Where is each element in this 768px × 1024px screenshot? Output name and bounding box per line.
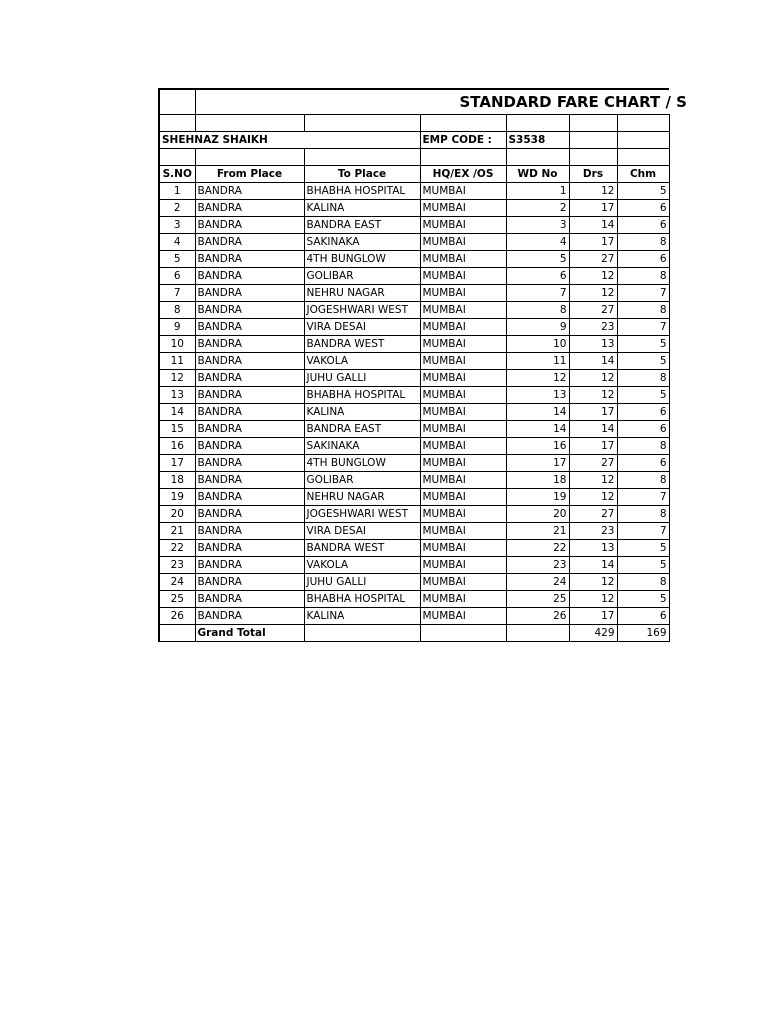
cell-hq-ex-os[interactable]: MUMBAI bbox=[420, 268, 506, 285]
cell-from-place[interactable]: BANDRA bbox=[195, 302, 304, 319]
cell-to-place[interactable]: NEHRU NAGAR bbox=[304, 285, 420, 302]
table-row bbox=[159, 183, 669, 200]
cell-drs[interactable]: 27 bbox=[569, 302, 617, 319]
cell-drs[interactable]: 12 bbox=[569, 387, 617, 404]
cell-hq-ex-os[interactable]: MUMBAI bbox=[420, 319, 506, 336]
cell-hq-ex-os[interactable]: MUMBAI bbox=[420, 421, 506, 438]
cell-sno[interactable]: 15 bbox=[159, 421, 195, 438]
cell-wd-no[interactable]: 25 bbox=[506, 591, 569, 608]
employee-row bbox=[159, 132, 669, 149]
cell-hq-ex-os[interactable]: MUMBAI bbox=[420, 183, 506, 200]
cell-hq-ex-os[interactable]: MUMBAI bbox=[420, 574, 506, 591]
cell-hq-ex-os[interactable]: MUMBAI bbox=[420, 506, 506, 523]
cell-from-place[interactable]: BANDRA bbox=[195, 200, 304, 217]
cell-from-place[interactable]: BANDRA bbox=[195, 319, 304, 336]
table-row bbox=[159, 285, 669, 302]
cell-from-place[interactable]: BANDRA bbox=[195, 540, 304, 557]
cell-from-place[interactable]: BANDRA bbox=[195, 455, 304, 472]
cell-drs[interactable]: 27 bbox=[569, 251, 617, 268]
cell-to-place[interactable]: JUHU GALLI bbox=[304, 370, 420, 387]
cell-chm[interactable]: 6 bbox=[617, 455, 669, 472]
employee-name[interactable]: SHEHNAZ SHAIKH bbox=[159, 132, 420, 149]
cell-sno[interactable]: 21 bbox=[159, 523, 195, 540]
table-row bbox=[159, 472, 669, 489]
header-hq-ex-os[interactable]: HQ/EX /OS bbox=[420, 166, 506, 183]
cell-chm[interactable]: 5 bbox=[617, 591, 669, 608]
cell-from-place[interactable]: BANDRA bbox=[195, 472, 304, 489]
cell[interactable] bbox=[195, 149, 304, 166]
cell-sno[interactable]: 23 bbox=[159, 557, 195, 574]
cell-wd-no[interactable]: 12 bbox=[506, 370, 569, 387]
cell[interactable] bbox=[159, 115, 195, 132]
cell-chm[interactable]: 7 bbox=[617, 523, 669, 540]
cell-wd-no[interactable]: 13 bbox=[506, 387, 569, 404]
cell-from-place[interactable]: BANDRA bbox=[195, 574, 304, 591]
cell-chm[interactable]: 5 bbox=[617, 557, 669, 574]
cell-hq-ex-os[interactable]: MUMBAI bbox=[420, 200, 506, 217]
cell-wd-no[interactable]: 14 bbox=[506, 404, 569, 421]
cell-to-place[interactable]: BANDRA WEST bbox=[304, 540, 420, 557]
cell-hq-ex-os[interactable]: MUMBAI bbox=[420, 591, 506, 608]
cell-wd-no[interactable]: 22 bbox=[506, 540, 569, 557]
cell-to-place[interactable]: JOGESHWARI WEST bbox=[304, 506, 420, 523]
table-row bbox=[159, 438, 669, 455]
cell-drs[interactable]: 12 bbox=[569, 370, 617, 387]
cell-chm[interactable]: 8 bbox=[617, 438, 669, 455]
cell-sno[interactable]: 22 bbox=[159, 540, 195, 557]
cell-hq-ex-os[interactable]: MUMBAI bbox=[420, 302, 506, 319]
cell[interactable] bbox=[304, 149, 420, 166]
cell-chm[interactable]: 5 bbox=[617, 387, 669, 404]
cell-from-place[interactable]: BANDRA bbox=[195, 506, 304, 523]
cell-to-place[interactable]: NEHRU NAGAR bbox=[304, 489, 420, 506]
cell-drs[interactable]: 27 bbox=[569, 455, 617, 472]
cell-wd-no[interactable]: 14 bbox=[506, 421, 569, 438]
cell-to-place[interactable]: SAKINAKA bbox=[304, 438, 420, 455]
cell-drs[interactable]: 17 bbox=[569, 608, 617, 625]
cell-wd-no[interactable]: 19 bbox=[506, 489, 569, 506]
cell-sno[interactable]: 1 bbox=[159, 183, 195, 200]
cell-hq-ex-os[interactable]: MUMBAI bbox=[420, 540, 506, 557]
cell-chm[interactable]: 5 bbox=[617, 540, 669, 557]
header-wd-no[interactable]: WD No bbox=[506, 166, 569, 183]
cell-chm[interactable]: 8 bbox=[617, 506, 669, 523]
cell-chm[interactable]: 8 bbox=[617, 472, 669, 489]
cell-to-place[interactable]: 4TH BUNGLOW bbox=[304, 455, 420, 472]
cell[interactable] bbox=[569, 132, 617, 149]
cell-to-place[interactable]: BHABHA HOSPITAL bbox=[304, 591, 420, 608]
cell-sno[interactable]: 25 bbox=[159, 591, 195, 608]
cell-from-place[interactable]: BANDRA bbox=[195, 387, 304, 404]
cell-drs[interactable]: 12 bbox=[569, 591, 617, 608]
cell-drs[interactable]: 12 bbox=[569, 574, 617, 591]
cell[interactable] bbox=[506, 115, 569, 132]
cell-drs[interactable]: 12 bbox=[569, 268, 617, 285]
cell-drs[interactable]: 14 bbox=[569, 353, 617, 370]
cell-wd-no[interactable]: 24 bbox=[506, 574, 569, 591]
table-row bbox=[159, 387, 669, 404]
cell-chm[interactable]: 8 bbox=[617, 370, 669, 387]
cell-wd-no[interactable]: 6 bbox=[506, 268, 569, 285]
table-row bbox=[159, 523, 669, 540]
cell-drs[interactable]: 27 bbox=[569, 506, 617, 523]
table-row bbox=[159, 557, 669, 574]
cell-hq-ex-os[interactable]: MUMBAI bbox=[420, 336, 506, 353]
cell-drs[interactable]: 17 bbox=[569, 438, 617, 455]
cell-drs[interactable]: 12 bbox=[569, 489, 617, 506]
cell-to-place[interactable]: VAKOLA bbox=[304, 557, 420, 574]
blank-row bbox=[159, 149, 669, 166]
header-sno[interactable]: S.NO bbox=[159, 166, 195, 183]
cell-sno[interactable]: 19 bbox=[159, 489, 195, 506]
fare-chart-sheet bbox=[158, 88, 768, 648]
cell-drs[interactable]: 13 bbox=[569, 540, 617, 557]
cell-to-place[interactable]: JOGESHWARI WEST bbox=[304, 302, 420, 319]
cell-sno[interactable]: 24 bbox=[159, 574, 195, 591]
cell-to-place[interactable]: KALINA bbox=[304, 608, 420, 625]
table-row bbox=[159, 217, 669, 234]
cell-to-place[interactable]: SAKINAKA bbox=[304, 234, 420, 251]
cell-to-place[interactable]: KALINA bbox=[304, 404, 420, 421]
fare-chart-table bbox=[158, 88, 687, 642]
cell-hq-ex-os[interactable]: MUMBAI bbox=[420, 251, 506, 268]
cell-chm[interactable]: 6 bbox=[617, 608, 669, 625]
cell-wd-no[interactable]: 2 bbox=[506, 200, 569, 217]
cell[interactable] bbox=[159, 625, 195, 642]
cell-chm[interactable]: 8 bbox=[617, 574, 669, 591]
sheet-title[interactable]: STANDARD FARE CHART / S bbox=[195, 89, 669, 115]
cell[interactable] bbox=[617, 132, 669, 149]
cell-sno[interactable]: 20 bbox=[159, 506, 195, 523]
cell[interactable] bbox=[617, 149, 669, 166]
cell-to-place[interactable]: BANDRA EAST bbox=[304, 421, 420, 438]
cell-wd-no[interactable]: 10 bbox=[506, 336, 569, 353]
cell-sno[interactable]: 18 bbox=[159, 472, 195, 489]
cell[interactable] bbox=[159, 149, 195, 166]
cell-wd-no[interactable]: 5 bbox=[506, 251, 569, 268]
cell-to-place[interactable]: KALINA bbox=[304, 200, 420, 217]
cell-wd-no[interactable]: 16 bbox=[506, 438, 569, 455]
cell[interactable] bbox=[506, 149, 569, 166]
cell-from-place[interactable]: BANDRA bbox=[195, 421, 304, 438]
cell-to-place[interactable]: BANDRA EAST bbox=[304, 217, 420, 234]
cell-wd-no[interactable]: 1 bbox=[506, 183, 569, 200]
cell-from-place[interactable]: BANDRA bbox=[195, 523, 304, 540]
cell-chm[interactable]: 5 bbox=[617, 336, 669, 353]
cell-sno[interactable]: 13 bbox=[159, 387, 195, 404]
cell-drs[interactable]: 12 bbox=[569, 285, 617, 302]
blank-row bbox=[159, 115, 669, 132]
cell-from-place[interactable]: BANDRA bbox=[195, 557, 304, 574]
cell-hq-ex-os[interactable]: MUMBAI bbox=[420, 472, 506, 489]
cell-sno[interactable]: 4 bbox=[159, 234, 195, 251]
cell-to-place[interactable]: BANDRA WEST bbox=[304, 336, 420, 353]
cell-sno[interactable]: 10 bbox=[159, 336, 195, 353]
grand-total-chm[interactable]: 169 bbox=[617, 625, 669, 642]
cell-from-place[interactable]: BANDRA bbox=[195, 285, 304, 302]
cell-drs[interactable]: 17 bbox=[569, 234, 617, 251]
table-row bbox=[159, 574, 669, 591]
grand-total-label[interactable]: Grand Total bbox=[195, 625, 304, 642]
cell-hq-ex-os[interactable]: MUMBAI bbox=[420, 370, 506, 387]
cell-drs[interactable]: 12 bbox=[569, 472, 617, 489]
cell-to-place[interactable]: JUHU GALLI bbox=[304, 574, 420, 591]
table-row bbox=[159, 608, 669, 625]
cell-chm[interactable]: 8 bbox=[617, 268, 669, 285]
cell[interactable] bbox=[420, 149, 506, 166]
cell-wd-no[interactable]: 17 bbox=[506, 455, 569, 472]
cell-hq-ex-os[interactable]: MUMBAI bbox=[420, 455, 506, 472]
cell-hq-ex-os[interactable]: MUMBAI bbox=[420, 523, 506, 540]
table-row bbox=[159, 234, 669, 251]
cell[interactable] bbox=[420, 115, 506, 132]
emp-code-value[interactable]: S3538 bbox=[506, 132, 569, 149]
cell-hq-ex-os[interactable]: MUMBAI bbox=[420, 353, 506, 370]
cell-from-place[interactable]: BANDRA bbox=[195, 438, 304, 455]
cell[interactable] bbox=[195, 115, 304, 132]
cell-sno[interactable]: 8 bbox=[159, 302, 195, 319]
cell-drs[interactable]: 13 bbox=[569, 336, 617, 353]
cell-drs[interactable]: 12 bbox=[569, 183, 617, 200]
table-row bbox=[159, 506, 669, 523]
table-row bbox=[159, 455, 669, 472]
cell[interactable] bbox=[304, 625, 420, 642]
cell-chm[interactable]: 6 bbox=[617, 251, 669, 268]
cell-from-place[interactable]: BANDRA bbox=[195, 268, 304, 285]
cell-sno[interactable]: 11 bbox=[159, 353, 195, 370]
cell-hq-ex-os[interactable]: MUMBAI bbox=[420, 285, 506, 302]
cell-to-place[interactable]: VIRA DESAI bbox=[304, 319, 420, 336]
cell-sno[interactable]: 9 bbox=[159, 319, 195, 336]
cell-sno[interactable]: 5 bbox=[159, 251, 195, 268]
cell-hq-ex-os[interactable]: MUMBAI bbox=[420, 404, 506, 421]
cell-sno[interactable]: 6 bbox=[159, 268, 195, 285]
cell-from-place[interactable]: BANDRA bbox=[195, 404, 304, 421]
cell-from-place[interactable]: BANDRA bbox=[195, 251, 304, 268]
cell-hq-ex-os[interactable]: MUMBAI bbox=[420, 234, 506, 251]
cell-to-place[interactable]: 4TH BUNGLOW bbox=[304, 251, 420, 268]
cell-chm[interactable]: 8 bbox=[617, 302, 669, 319]
cell-from-place[interactable]: BANDRA bbox=[195, 591, 304, 608]
header-to-place[interactable]: To Place bbox=[304, 166, 420, 183]
table-row bbox=[159, 370, 669, 387]
header-chm[interactable]: Chm bbox=[617, 166, 669, 183]
cell-hq-ex-os[interactable]: MUMBAI bbox=[420, 557, 506, 574]
cell-chm[interactable]: 6 bbox=[617, 421, 669, 438]
cell-wd-no[interactable]: 11 bbox=[506, 353, 569, 370]
title-row bbox=[159, 89, 669, 115]
grand-total-row bbox=[159, 625, 669, 642]
cell-sno[interactable]: 16 bbox=[159, 438, 195, 455]
cell[interactable] bbox=[569, 149, 617, 166]
header-drs[interactable]: Drs bbox=[569, 166, 617, 183]
table-row bbox=[159, 302, 669, 319]
cell-chm[interactable]: 7 bbox=[617, 319, 669, 336]
cell-chm[interactable]: 5 bbox=[617, 183, 669, 200]
cell-sno[interactable]: 14 bbox=[159, 404, 195, 421]
cell-drs[interactable]: 14 bbox=[569, 217, 617, 234]
cell-wd-no[interactable]: 20 bbox=[506, 506, 569, 523]
cell-to-place[interactable]: VAKOLA bbox=[304, 353, 420, 370]
cell-chm[interactable]: 5 bbox=[617, 353, 669, 370]
cell-drs[interactable]: 23 bbox=[569, 319, 617, 336]
cell-drs[interactable]: 23 bbox=[569, 523, 617, 540]
cell[interactable] bbox=[569, 115, 617, 132]
cell-drs[interactable]: 17 bbox=[569, 404, 617, 421]
header-from-place[interactable]: From Place bbox=[195, 166, 304, 183]
cell[interactable] bbox=[304, 115, 420, 132]
title-blank-cell[interactable] bbox=[159, 89, 195, 115]
cell-from-place[interactable]: BANDRA bbox=[195, 608, 304, 625]
cell-from-place[interactable]: BANDRA bbox=[195, 336, 304, 353]
cell-chm[interactable]: 6 bbox=[617, 404, 669, 421]
table-row bbox=[159, 319, 669, 336]
cell-wd-no[interactable]: 4 bbox=[506, 234, 569, 251]
cell[interactable] bbox=[617, 115, 669, 132]
cell-from-place[interactable]: BANDRA bbox=[195, 183, 304, 200]
cell-wd-no[interactable]: 18 bbox=[506, 472, 569, 489]
cell-wd-no[interactable]: 21 bbox=[506, 523, 569, 540]
table-row bbox=[159, 591, 669, 608]
grand-total-drs[interactable]: 429 bbox=[569, 625, 617, 642]
cell-sno[interactable]: 2 bbox=[159, 200, 195, 217]
table-row bbox=[159, 404, 669, 421]
table-row bbox=[159, 489, 669, 506]
cell-sno[interactable]: 17 bbox=[159, 455, 195, 472]
cell-wd-no[interactable]: 3 bbox=[506, 217, 569, 234]
cell-to-place[interactable]: GOLIBAR bbox=[304, 472, 420, 489]
cell-hq-ex-os[interactable]: MUMBAI bbox=[420, 489, 506, 506]
table-row bbox=[159, 421, 669, 438]
table-row bbox=[159, 268, 669, 285]
cell-sno[interactable]: 12 bbox=[159, 370, 195, 387]
cell-from-place[interactable]: BANDRA bbox=[195, 234, 304, 251]
cell-hq-ex-os[interactable]: MUMBAI bbox=[420, 217, 506, 234]
cell-wd-no[interactable]: 9 bbox=[506, 319, 569, 336]
cell-drs[interactable]: 17 bbox=[569, 200, 617, 217]
cell-chm[interactable]: 8 bbox=[617, 234, 669, 251]
cell-to-place[interactable]: BHABHA HOSPITAL bbox=[304, 387, 420, 404]
cell-to-place[interactable]: BHABHA HOSPITAL bbox=[304, 183, 420, 200]
cell-wd-no[interactable]: 26 bbox=[506, 608, 569, 625]
cell-sno[interactable]: 3 bbox=[159, 217, 195, 234]
cell-drs[interactable]: 14 bbox=[569, 421, 617, 438]
cell-sno[interactable]: 7 bbox=[159, 285, 195, 302]
table-row bbox=[159, 540, 669, 557]
cell-chm[interactable]: 7 bbox=[617, 285, 669, 302]
cell-from-place[interactable]: BANDRA bbox=[195, 489, 304, 506]
table-row bbox=[159, 353, 669, 370]
header-row bbox=[159, 166, 669, 183]
cell-sno[interactable]: 26 bbox=[159, 608, 195, 625]
cell-hq-ex-os[interactable]: MUMBAI bbox=[420, 387, 506, 404]
cell[interactable] bbox=[506, 625, 569, 642]
cell-to-place[interactable]: VIRA DESAI bbox=[304, 523, 420, 540]
cell-drs[interactable]: 14 bbox=[569, 557, 617, 574]
cell-hq-ex-os[interactable]: MUMBAI bbox=[420, 608, 506, 625]
cell-chm[interactable]: 7 bbox=[617, 489, 669, 506]
cell-from-place[interactable]: BANDRA bbox=[195, 370, 304, 387]
cell[interactable] bbox=[420, 625, 506, 642]
cell-chm[interactable]: 6 bbox=[617, 200, 669, 217]
cell-to-place[interactable]: GOLIBAR bbox=[304, 268, 420, 285]
table-row bbox=[159, 251, 669, 268]
emp-code-label[interactable]: EMP CODE : bbox=[420, 132, 506, 149]
cell-wd-no[interactable]: 8 bbox=[506, 302, 569, 319]
cell-chm[interactable]: 6 bbox=[617, 217, 669, 234]
cell-wd-no[interactable]: 7 bbox=[506, 285, 569, 302]
cell-from-place[interactable]: BANDRA bbox=[195, 353, 304, 370]
table-row bbox=[159, 336, 669, 353]
cell-from-place[interactable]: BANDRA bbox=[195, 217, 304, 234]
cell-hq-ex-os[interactable]: MUMBAI bbox=[420, 438, 506, 455]
cell-wd-no[interactable]: 23 bbox=[506, 557, 569, 574]
table-row bbox=[159, 200, 669, 217]
